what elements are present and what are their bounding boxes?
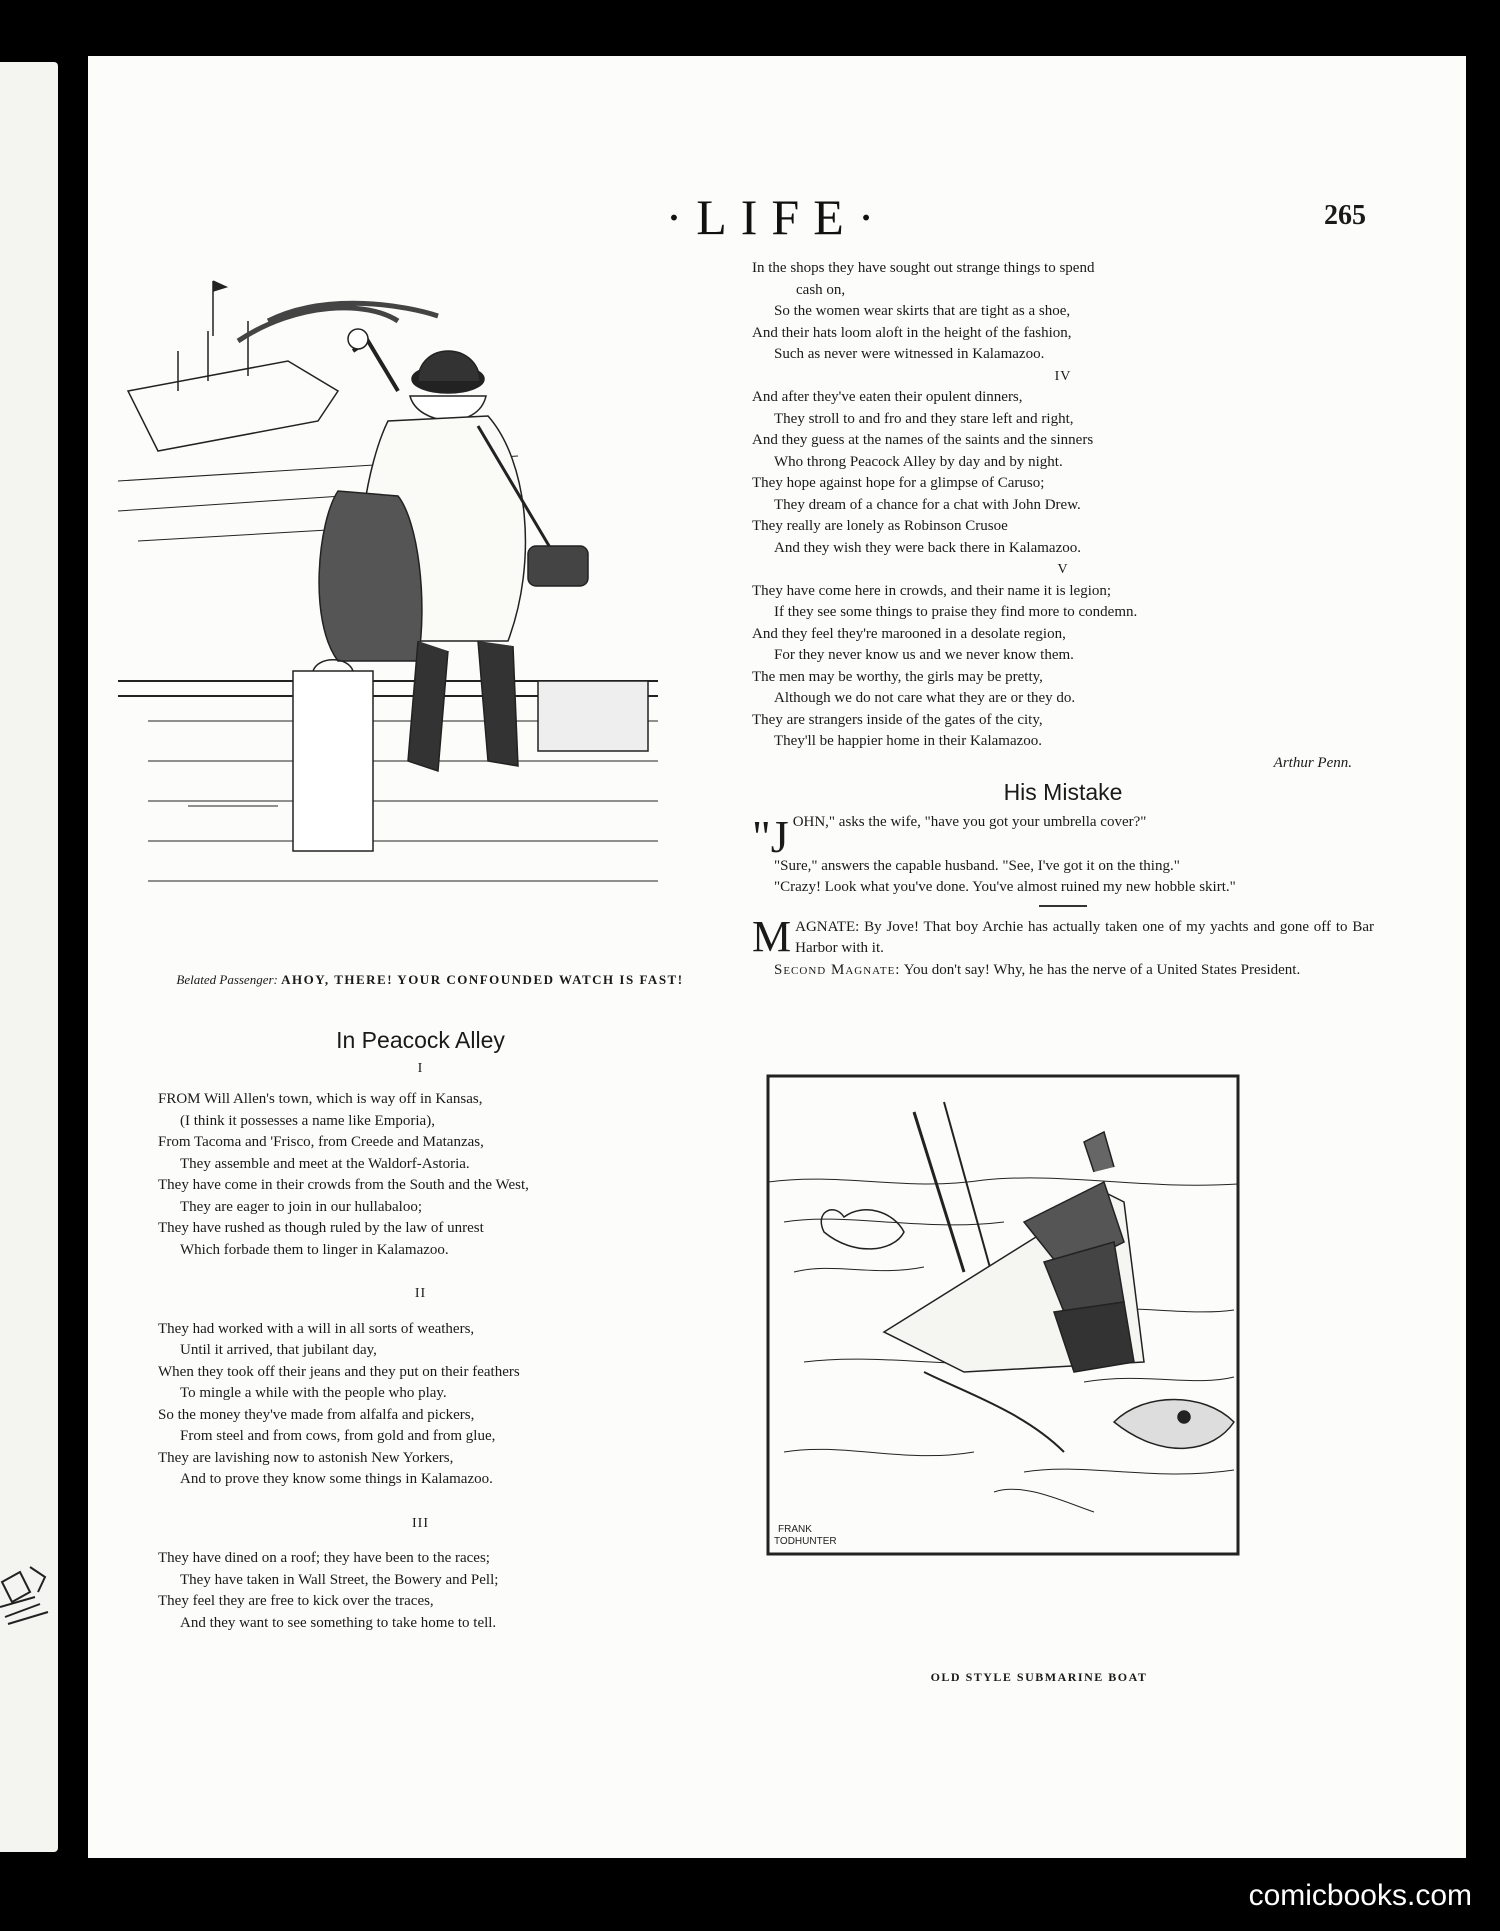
stanza-numeral: V [1057,562,1069,577]
second-magnate-speaker: Second Magnate: [774,961,901,978]
poem-line: The men may be worthy, the girls may be pretty, [752,668,1043,685]
poem-line: FROM Will Allen's town, which is way off in Kansas, [158,1091,483,1107]
poem-line: They dream of a chance for a chat with John Drew. [774,496,1081,513]
watermark: comicbooks.com [1248,1879,1472,1912]
submarine-boat-cartoon [764,1072,1364,1662]
drop-cap-m: M [752,911,792,961]
poem-author: Arthur Penn. [1273,754,1352,771]
poem-line: They have dined on a roof; they have been to the races; [158,1550,490,1566]
poem-line: Although we do not care what they are or they do. [774,690,1076,706]
poem-line: And they wish they were back there in Kalamazoo. [774,539,1081,556]
stanza-numeral: II [414,1286,427,1301]
poem-line: From steel and from cows, from gold and from glue, [180,1428,496,1444]
poem-line: If they see some things to praise they find more to condemn. [774,604,1138,620]
poem-line: They stroll to and fro and they stare left and right, [774,410,1074,427]
mistake-paragraph-1: OHN," asks the wife, "have you got your umbrella cover?" [792,813,1147,830]
poem-line: They assemble and meet at the Waldorf-Astoria. [180,1155,470,1172]
open-quote: " [752,810,771,862]
mistake-paragraph-3: "Crazy! Look what you've done. You've almost ruined my new hobble skirt." [774,879,1236,895]
stanza-numeral: I [417,1060,424,1076]
poem-line: (I think it possesses a name like Emporia), [180,1112,435,1129]
poem-line: And they guess at the names of the saints and the sinners [752,432,1094,448]
poem-line: In the shops they have sought out strange things to spend [752,260,1095,276]
poem-line: They hope against hope for a glimpse of Caruso; [752,475,1045,491]
poem-line: They'll be happier home in their Kalamazoo. [774,733,1043,749]
his-mistake-title: His Mistake [1003,779,1123,805]
poem-line: They have taken in Wall Street, the Bowery and Pell; [180,1571,499,1588]
stanza-2 [158,1319,683,1491]
poem-title: In Peacock Alley [336,1027,505,1053]
poem-line: And they feel they're marooned in a desolate region, [752,625,1066,642]
cartoon1-caption [150,970,710,990]
stanza-3-part2 [752,258,1374,366]
poem-line: They are lavishing now to astonish New Yorkers, [158,1449,454,1466]
poem-line: And after they've eaten their opulent dinners, [752,389,1023,405]
poem-line: And to prove they know some things in Kalamazoo. [180,1471,493,1487]
poem-line: Who throng Peacock Alley by day and by night. [774,453,1063,470]
mistake-paragraph-2: "Sure," answers the capable husband. "See, I've got it on the thing." [774,857,1180,874]
poem-line: And their hats loom aloft in the height of the fashion, [752,324,1072,341]
submarine-caption: OLD STYLE SUBMARINE BOAT [930,1670,1148,1684]
drop-cap-letter: J [770,810,789,862]
right-column [752,258,1374,981]
caption-text: AHOY, THERE! YOUR CONFOUNDED WATCH IS FAST! [281,972,684,987]
magnate-paragraph-2: You don't say! Why, he has the nerve of a United States President. [903,961,1301,978]
section-separator [1039,905,1087,907]
poem-line: From Tacoma and 'Frisco, from Creede and Matanzas, [158,1134,484,1150]
poem-line: To mingle a while with the people who play. [180,1385,447,1401]
masthead: ·LIFE· [665,189,889,245]
cartoonist-signature-line1: FRANK [778,1524,812,1535]
poem-line: Until it arrived, that jubilant day, [180,1342,377,1358]
drop-cap-j [752,810,789,862]
poem-line: When they took off their jeans and they put on their feathers [158,1363,520,1380]
stanza-1 [158,1089,683,1261]
previous-page-edge [0,62,58,1852]
magnate-paragraph-1: AGNATE: By Jove! That boy Archie has actually taken one of my yachts and gone off to Bar Harbor with it. [795,918,1374,956]
poem-line: For they never know us and we never know them. [774,647,1074,663]
poem-line: And they want to see something to take home to tell. [180,1614,497,1631]
cartoonist-signature-line2: TODHUNTER [774,1536,837,1547]
poem-line: They have rushed as though ruled by the law of unrest [158,1220,484,1236]
poem-line: They had worked with a will in all sorts of weathers, [158,1320,475,1337]
poem-line: So the women wear skirts that are tight as a shoe, [774,303,1071,319]
poem-left-column [158,1027,683,1634]
belated-passenger-cartoon [118,261,678,961]
poem-line: They have come in their crowds from the South and the West, [158,1177,529,1193]
poem-line: They are eager to join in our hullabaloo; [180,1198,422,1215]
poem-line: They are strangers inside of the gates of the city, [752,711,1043,728]
previous-page-drawing-fragment [0,1562,60,1642]
poem-line: They really are lonely as Robinson Crusoe [752,518,1008,534]
magazine-page [88,56,1466,1858]
poem-line: They feel they are free to kick over the traces, [158,1593,434,1609]
stanza-5 [752,581,1374,753]
page-number: 265 [1324,200,1366,231]
stanza-4 [752,387,1374,559]
caption-speaker: Belated Passenger: [176,972,278,987]
poem-line: So the money they've made from alfalfa and pickers, [158,1406,475,1423]
poem-line: cash on, [796,281,846,298]
poem-line: Such as never were witnessed in Kalamazoo. [774,346,1045,362]
stanza-numeral: III [412,1515,429,1531]
his-mistake-story [752,812,1374,899]
stanza-numeral: IV [1054,368,1072,384]
magnate-story [752,911,1374,982]
poem-line: Which forbade them to linger in Kalamazoo. [180,1241,449,1258]
stanza-3-part1 [158,1548,683,1634]
poem-line: They have come here in crowds, and their name it is legion; [752,582,1112,599]
